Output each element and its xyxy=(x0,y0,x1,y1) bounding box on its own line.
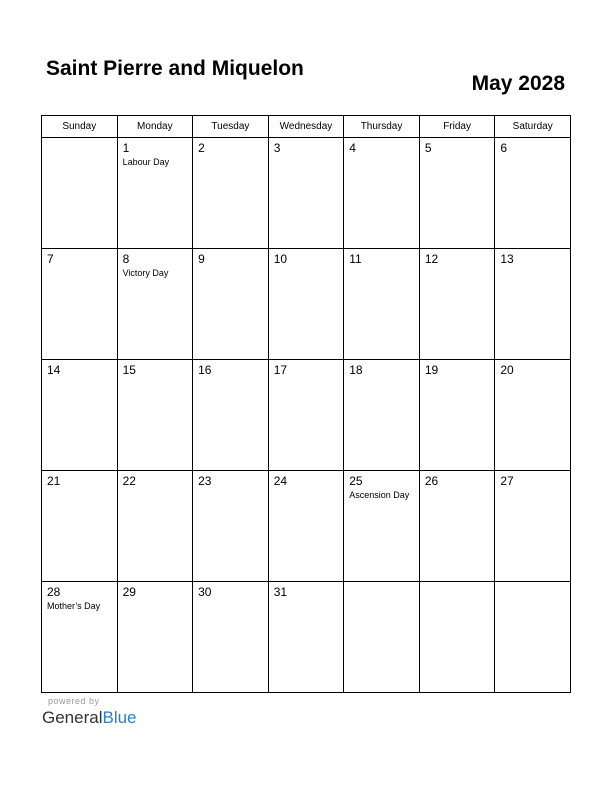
weekday-header: Tuesday xyxy=(193,116,269,138)
day-number: 11 xyxy=(349,252,362,266)
day-cell xyxy=(344,138,420,249)
brand-name-general: General xyxy=(42,708,103,727)
day-cell xyxy=(193,360,269,471)
day-cell xyxy=(495,249,571,360)
day-cell xyxy=(344,360,420,471)
day-cell xyxy=(193,138,269,249)
day-number: 13 xyxy=(500,252,514,266)
day-number: 25 xyxy=(349,474,363,488)
day-number: 14 xyxy=(47,363,61,377)
day-number: 18 xyxy=(349,363,363,377)
day-cell xyxy=(419,360,495,471)
day-number: 15 xyxy=(122,363,136,377)
weekday-header: Friday xyxy=(419,116,495,138)
day-cell xyxy=(117,582,193,693)
holiday-label: Labour Day xyxy=(122,157,170,167)
day-number: 22 xyxy=(122,474,136,488)
day-number: 17 xyxy=(273,363,288,377)
page-title: Saint Pierre and Miquelon xyxy=(46,57,304,80)
week-row xyxy=(42,138,571,249)
day-number: 16 xyxy=(198,363,212,377)
holiday-label: Victory Day xyxy=(122,268,169,278)
day-number: 20 xyxy=(500,363,514,377)
day-number: 30 xyxy=(198,585,212,599)
empty-day-cell xyxy=(419,582,495,693)
day-cell xyxy=(419,249,495,360)
day-number: 23 xyxy=(198,474,212,488)
day-cell xyxy=(117,360,193,471)
day-cell xyxy=(268,138,344,249)
brand-name-blue: Blue xyxy=(102,708,137,727)
weekday-header: Saturday xyxy=(495,116,571,138)
day-number: 31 xyxy=(273,585,288,599)
empty-day-cell xyxy=(344,582,420,693)
empty-day-cell xyxy=(495,582,571,693)
day-number: 24 xyxy=(273,474,288,488)
day-cell xyxy=(419,471,495,582)
day-cell xyxy=(268,249,344,360)
day-cell xyxy=(268,582,344,693)
day-number: 28 xyxy=(47,585,61,599)
day-cell xyxy=(344,249,420,360)
day-number: 1 xyxy=(122,141,130,155)
weekday-header: Monday xyxy=(117,116,193,138)
powered-by-text: powered by xyxy=(48,696,100,706)
week-row xyxy=(42,582,571,693)
holiday-label: Mother’s Day xyxy=(47,601,101,611)
day-number: 9 xyxy=(198,252,205,266)
day-number: 2 xyxy=(198,141,205,155)
day-cell xyxy=(42,582,118,693)
day-cell xyxy=(42,249,118,360)
day-cell xyxy=(117,138,193,249)
day-cell xyxy=(193,471,269,582)
week-row xyxy=(42,249,571,360)
day-cell xyxy=(117,471,193,582)
day-number: 10 xyxy=(273,252,288,266)
day-number: 27 xyxy=(500,474,514,488)
day-cell xyxy=(117,249,193,360)
month-year-title: May 2028 xyxy=(471,72,565,95)
day-cell xyxy=(268,360,344,471)
brand-logo xyxy=(42,708,137,728)
day-number: 6 xyxy=(500,141,508,155)
day-number: 29 xyxy=(122,585,136,599)
day-cell xyxy=(495,360,571,471)
day-cell xyxy=(193,249,269,360)
day-cell xyxy=(495,471,571,582)
day-number: 26 xyxy=(424,474,439,488)
day-cell xyxy=(42,471,118,582)
day-number: 19 xyxy=(424,363,439,377)
weekday-header: Thursday xyxy=(344,116,420,138)
day-cell xyxy=(268,471,344,582)
day-cell xyxy=(419,138,495,249)
week-row xyxy=(42,471,571,582)
day-number: 5 xyxy=(424,141,432,155)
day-number: 7 xyxy=(47,252,54,266)
day-number: 3 xyxy=(273,141,281,155)
day-cell xyxy=(193,582,269,693)
calendar-grid xyxy=(41,115,571,693)
holiday-label: Ascension Day xyxy=(349,490,410,500)
weekday-header: Wednesday xyxy=(268,116,344,138)
week-row xyxy=(42,360,571,471)
day-cell xyxy=(495,138,571,249)
empty-day-cell xyxy=(42,138,118,249)
weekday-header-row xyxy=(42,116,571,138)
day-number: 12 xyxy=(424,252,439,266)
day-number: 4 xyxy=(349,141,356,155)
weekday-header: Sunday xyxy=(42,116,118,138)
day-number: 21 xyxy=(47,474,61,488)
day-cell xyxy=(42,360,118,471)
day-cell xyxy=(344,471,420,582)
day-number: 8 xyxy=(122,252,130,266)
footer-branding xyxy=(42,696,137,728)
